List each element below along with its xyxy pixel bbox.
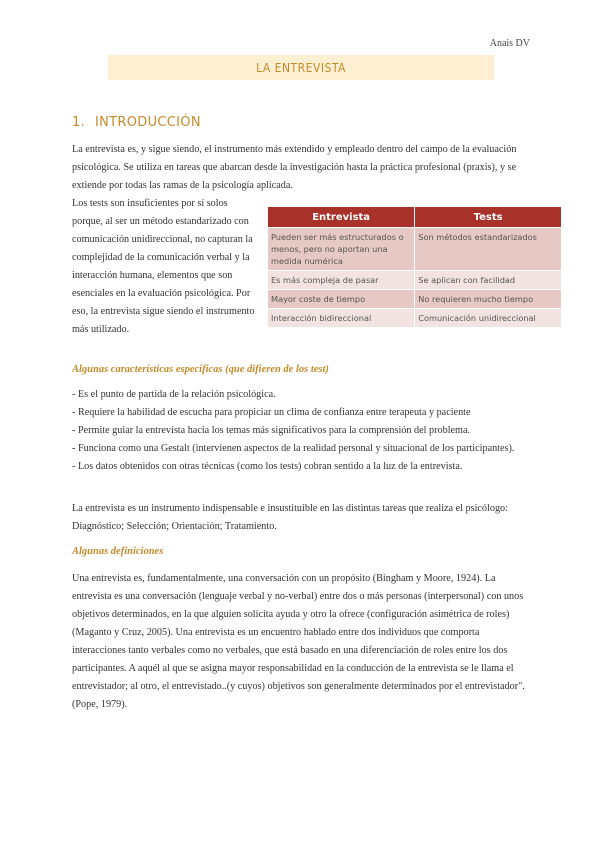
section-heading: [72, 115, 201, 130]
table-cell: No requieren mucho tiempo: [415, 290, 562, 309]
tasks-paragraph: La entrevista es un instrumento indispensable e insustituible en las distintas tareas que realiza el psicólogo: Diagnóstico; Selección; Orientación; Tratamiento.: [72, 503, 508, 532]
table-cell: Se aplican con facilidad: [415, 271, 562, 290]
list-item: - Los datos obtenidos con otras técnicas (como los tests) cobran sentido a la luz de la entrevista.: [72, 461, 463, 472]
author-name: Anais DV: [489, 38, 530, 49]
table-row: [268, 309, 562, 328]
table-header-entrevista: Entrevista: [268, 207, 415, 228]
list-item: - Requiere la habilidad de escucha para propiciar un clima de confianza entre terapeuta y paciente: [72, 407, 471, 418]
characteristics-list: [72, 386, 532, 476]
table-cell: Interacción bidireccional: [268, 309, 415, 328]
table-cell: Mayor coste de tiempo: [268, 290, 415, 309]
definitions-paragraph: Una entrevista es, fundamentalmente, una conversación con un propósito (Bingham y Moore, 1924). La entrevista es una conversación (lenguaje verbal y no-verbal) entre dos o más personas (interpersonal) con unos objetivos determinados, en la que alguien solicita ayuda y otro la ofrece (configuración asimétrica de roles) (Maganto y Cruz, 2005). Una entrevista es un encuentro hablado entre dos individuos que comporta interacciones tanto verbales como no verbales, que está basado en una diferenciación de roles entre los dos participantes. A aquél al que se asigna mayor responsabilidad en la conducción de la entrevista se le llama el entrevistador; al otro, el entrevistado..(y cuyos) objetivos son generalmente determinados por el entrevistador". (Pope, 1979).: [72, 573, 525, 710]
list-item: - Permite guiar la entrevista hacia los temas más significativos para la comprensión del problema.: [72, 425, 471, 436]
table-row: [268, 271, 562, 290]
tests-paragraph: Los tests son insuficientes por sí solos porque, al ser un método estandarizado con comunicación unidireccional, no capturan la complejidad de la comunicación verbal y la interacción humana, elementos que son esenciales en la evaluación psicológica. Por eso, la entrevista sigue siendo el instrumento más utilizado.: [72, 198, 255, 335]
table-row: [268, 290, 562, 309]
document-title: LA ENTREVISTA: [108, 55, 494, 80]
definitions-subheading: Algunas definiciones: [72, 546, 164, 557]
table-cell: Pueden ser más estructurados o menos, pero no aportan una medida numérica: [268, 228, 415, 271]
characteristics-subheading: Algunas características específicas (que difieren de los test): [72, 364, 329, 375]
table-cell: Comunicación unidireccional: [415, 309, 562, 328]
list-item: - Es el punto de partida de la relación psicológica.: [72, 389, 276, 400]
table-row: [268, 228, 562, 271]
table-cell: Es más compleja de pasar: [268, 271, 415, 290]
comparison-table: [268, 207, 562, 327]
intro-paragraph: La entrevista es, y sigue siendo, el instrumento más extendido y empleado dentro del campo de la evaluación psicológica. Se utiliza en tareas que abarcan desde la investigación hasta la práctica profesional (praxis), y se extiende por todas las ramas de la psicología aplicada.: [72, 144, 517, 191]
table-cell: Son métodos estandarizados: [415, 228, 562, 271]
section-number: 1.: [72, 115, 86, 130]
table-header-tests: Tests: [415, 207, 562, 228]
section-title: INTRODUCCIÓN: [95, 115, 201, 130]
list-item: - Funciona como una Gestalt (intervienen aspectos de la realidad personal y situacional de los participantes).: [72, 443, 515, 454]
